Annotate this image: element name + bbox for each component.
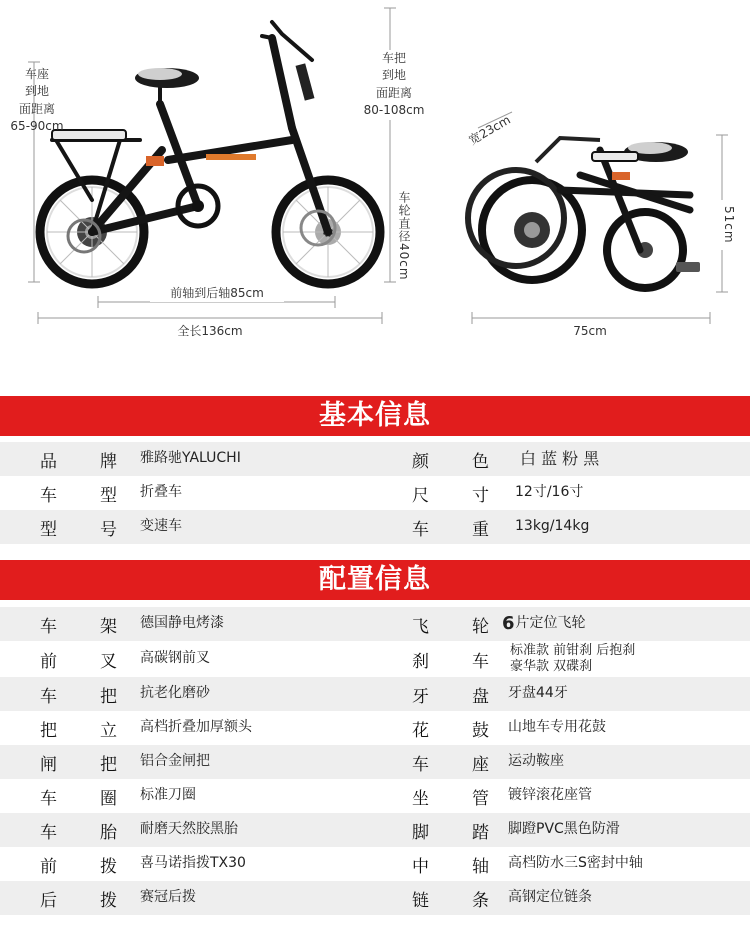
- table-row: [0, 677, 750, 711]
- brake-standard: 标准款 前钳刹 后抱刹: [510, 642, 636, 658]
- seat-height-line-1: 车座: [24, 67, 49, 81]
- handlebar-height-label: [356, 50, 432, 120]
- spec-label: 牙 盘: [412, 686, 489, 707]
- spec-value: 运动鞍座: [508, 753, 564, 770]
- spec-label: 车 重: [412, 519, 489, 540]
- spec-label: 尺 寸: [412, 485, 489, 506]
- spec-label: 车 型: [40, 485, 117, 506]
- spec-value: 镀锌滚花座管: [508, 787, 592, 804]
- spec-label: 花 鼓: [412, 720, 489, 741]
- spec-value: 13kg/14kg: [515, 518, 590, 535]
- spec-value: 折叠车: [140, 484, 182, 501]
- flywheel-text: 片定位飞轮: [515, 615, 586, 632]
- seat-height-line-3: 面距离: [18, 101, 55, 116]
- table-row: [0, 745, 750, 779]
- spec-label: 刹 车: [412, 651, 489, 672]
- seat-height-line-4: 65-90cm: [10, 119, 64, 134]
- flywheel-count: 6: [502, 612, 515, 634]
- spec-value: 12寸/16寸: [515, 484, 584, 501]
- wheel-diameter-label: 车轮直径40cm: [396, 186, 412, 286]
- spec-value: 白 蓝 粉 黑: [520, 449, 600, 468]
- table-row: [0, 641, 750, 677]
- spec-value: [502, 607, 586, 641]
- basic-info-table: [0, 442, 750, 544]
- spec-value: 高档折叠加厚额头: [140, 719, 252, 736]
- unfolded-bicycle: [40, 22, 380, 284]
- seat-height-label: [2, 66, 72, 136]
- spec-label: 链 条: [412, 890, 489, 911]
- spec-label: 脚 踏: [412, 822, 489, 843]
- spec-value: 标准刀圈: [140, 787, 196, 804]
- spec-label: 飞 轮: [412, 616, 489, 637]
- spec-value: 喜马诺指拨TX30: [140, 855, 246, 872]
- spec-label: 后 拨: [40, 890, 117, 911]
- spec-value: 高碳钢前叉: [140, 650, 210, 667]
- table-row: [0, 607, 750, 641]
- spec-label: 前 叉: [40, 651, 117, 672]
- spec-value: 高档防水三S密封中轴: [508, 855, 643, 872]
- spec-label: 车 把: [40, 686, 117, 707]
- folded-length-label: 75cm: [573, 324, 607, 338]
- handlebar-height-line-4: 80-108cm: [363, 103, 425, 118]
- spec-label: 车 圈: [40, 788, 117, 809]
- total-length-label: 全长136cm: [177, 324, 243, 338]
- spec-value: 牙盘44牙: [508, 685, 568, 702]
- basic-info-banner: 基本信息: [0, 396, 750, 436]
- handlebar-height-line-1: 车把: [381, 51, 406, 65]
- spec-label: 把 立: [40, 720, 117, 741]
- config-info-banner: 配置信息: [0, 560, 750, 600]
- spec-value: 变速车: [140, 518, 182, 535]
- spec-value: 德国静电烤漆: [140, 615, 224, 632]
- spec-value: 山地车专用花鼓: [508, 719, 606, 736]
- spec-label: 车 座: [412, 754, 489, 775]
- spec-label: 型 号: [40, 519, 117, 540]
- table-row: [0, 476, 750, 510]
- table-row: [0, 711, 750, 745]
- spec-label: 中 轴: [412, 856, 489, 877]
- spec-label: 颜 色: [412, 451, 489, 472]
- spec-value: [510, 641, 635, 677]
- handlebar-height-line-2: 到地: [381, 68, 406, 83]
- spec-value: 脚蹬PVC黑色防滑: [508, 821, 620, 838]
- folded-width-label: 宽23cm: [466, 112, 513, 148]
- spec-value: 高钢定位链条: [508, 889, 592, 906]
- brake-deluxe: 豪华款 双碟刹: [510, 659, 593, 674]
- spec-label: 前 拨: [40, 856, 117, 877]
- product-diagram: [0, 0, 750, 360]
- table-row: [0, 847, 750, 881]
- handlebar-height-line-3: 面距离: [375, 85, 412, 100]
- wheelbase-label: 前轴到后轴85cm: [150, 285, 284, 302]
- spec-value: 耐磨天然胶黑胎: [140, 821, 238, 838]
- spec-label: 车 架: [40, 616, 117, 637]
- table-row: [0, 881, 750, 915]
- config-info-table: [0, 607, 750, 915]
- spec-value: 抗老化磨砂: [140, 685, 210, 702]
- table-row: [0, 813, 750, 847]
- spec-value: 铝合金闸把: [140, 753, 210, 770]
- spec-label: 车 胎: [40, 822, 117, 843]
- table-row: [0, 510, 750, 544]
- seat-height-line-2: 到地: [24, 84, 49, 99]
- folded-height-label: 51cm: [721, 200, 737, 250]
- spec-label: 坐 管: [412, 788, 489, 809]
- folded-bicycle: [468, 138, 700, 288]
- spec-label: 品 牌: [40, 451, 117, 472]
- spec-label: 闸 把: [40, 754, 117, 775]
- table-row: [0, 779, 750, 813]
- spec-value: 雅路驰YALUCHI: [140, 450, 241, 467]
- spec-value: 赛冠后拨: [140, 889, 196, 906]
- table-row: [0, 442, 750, 476]
